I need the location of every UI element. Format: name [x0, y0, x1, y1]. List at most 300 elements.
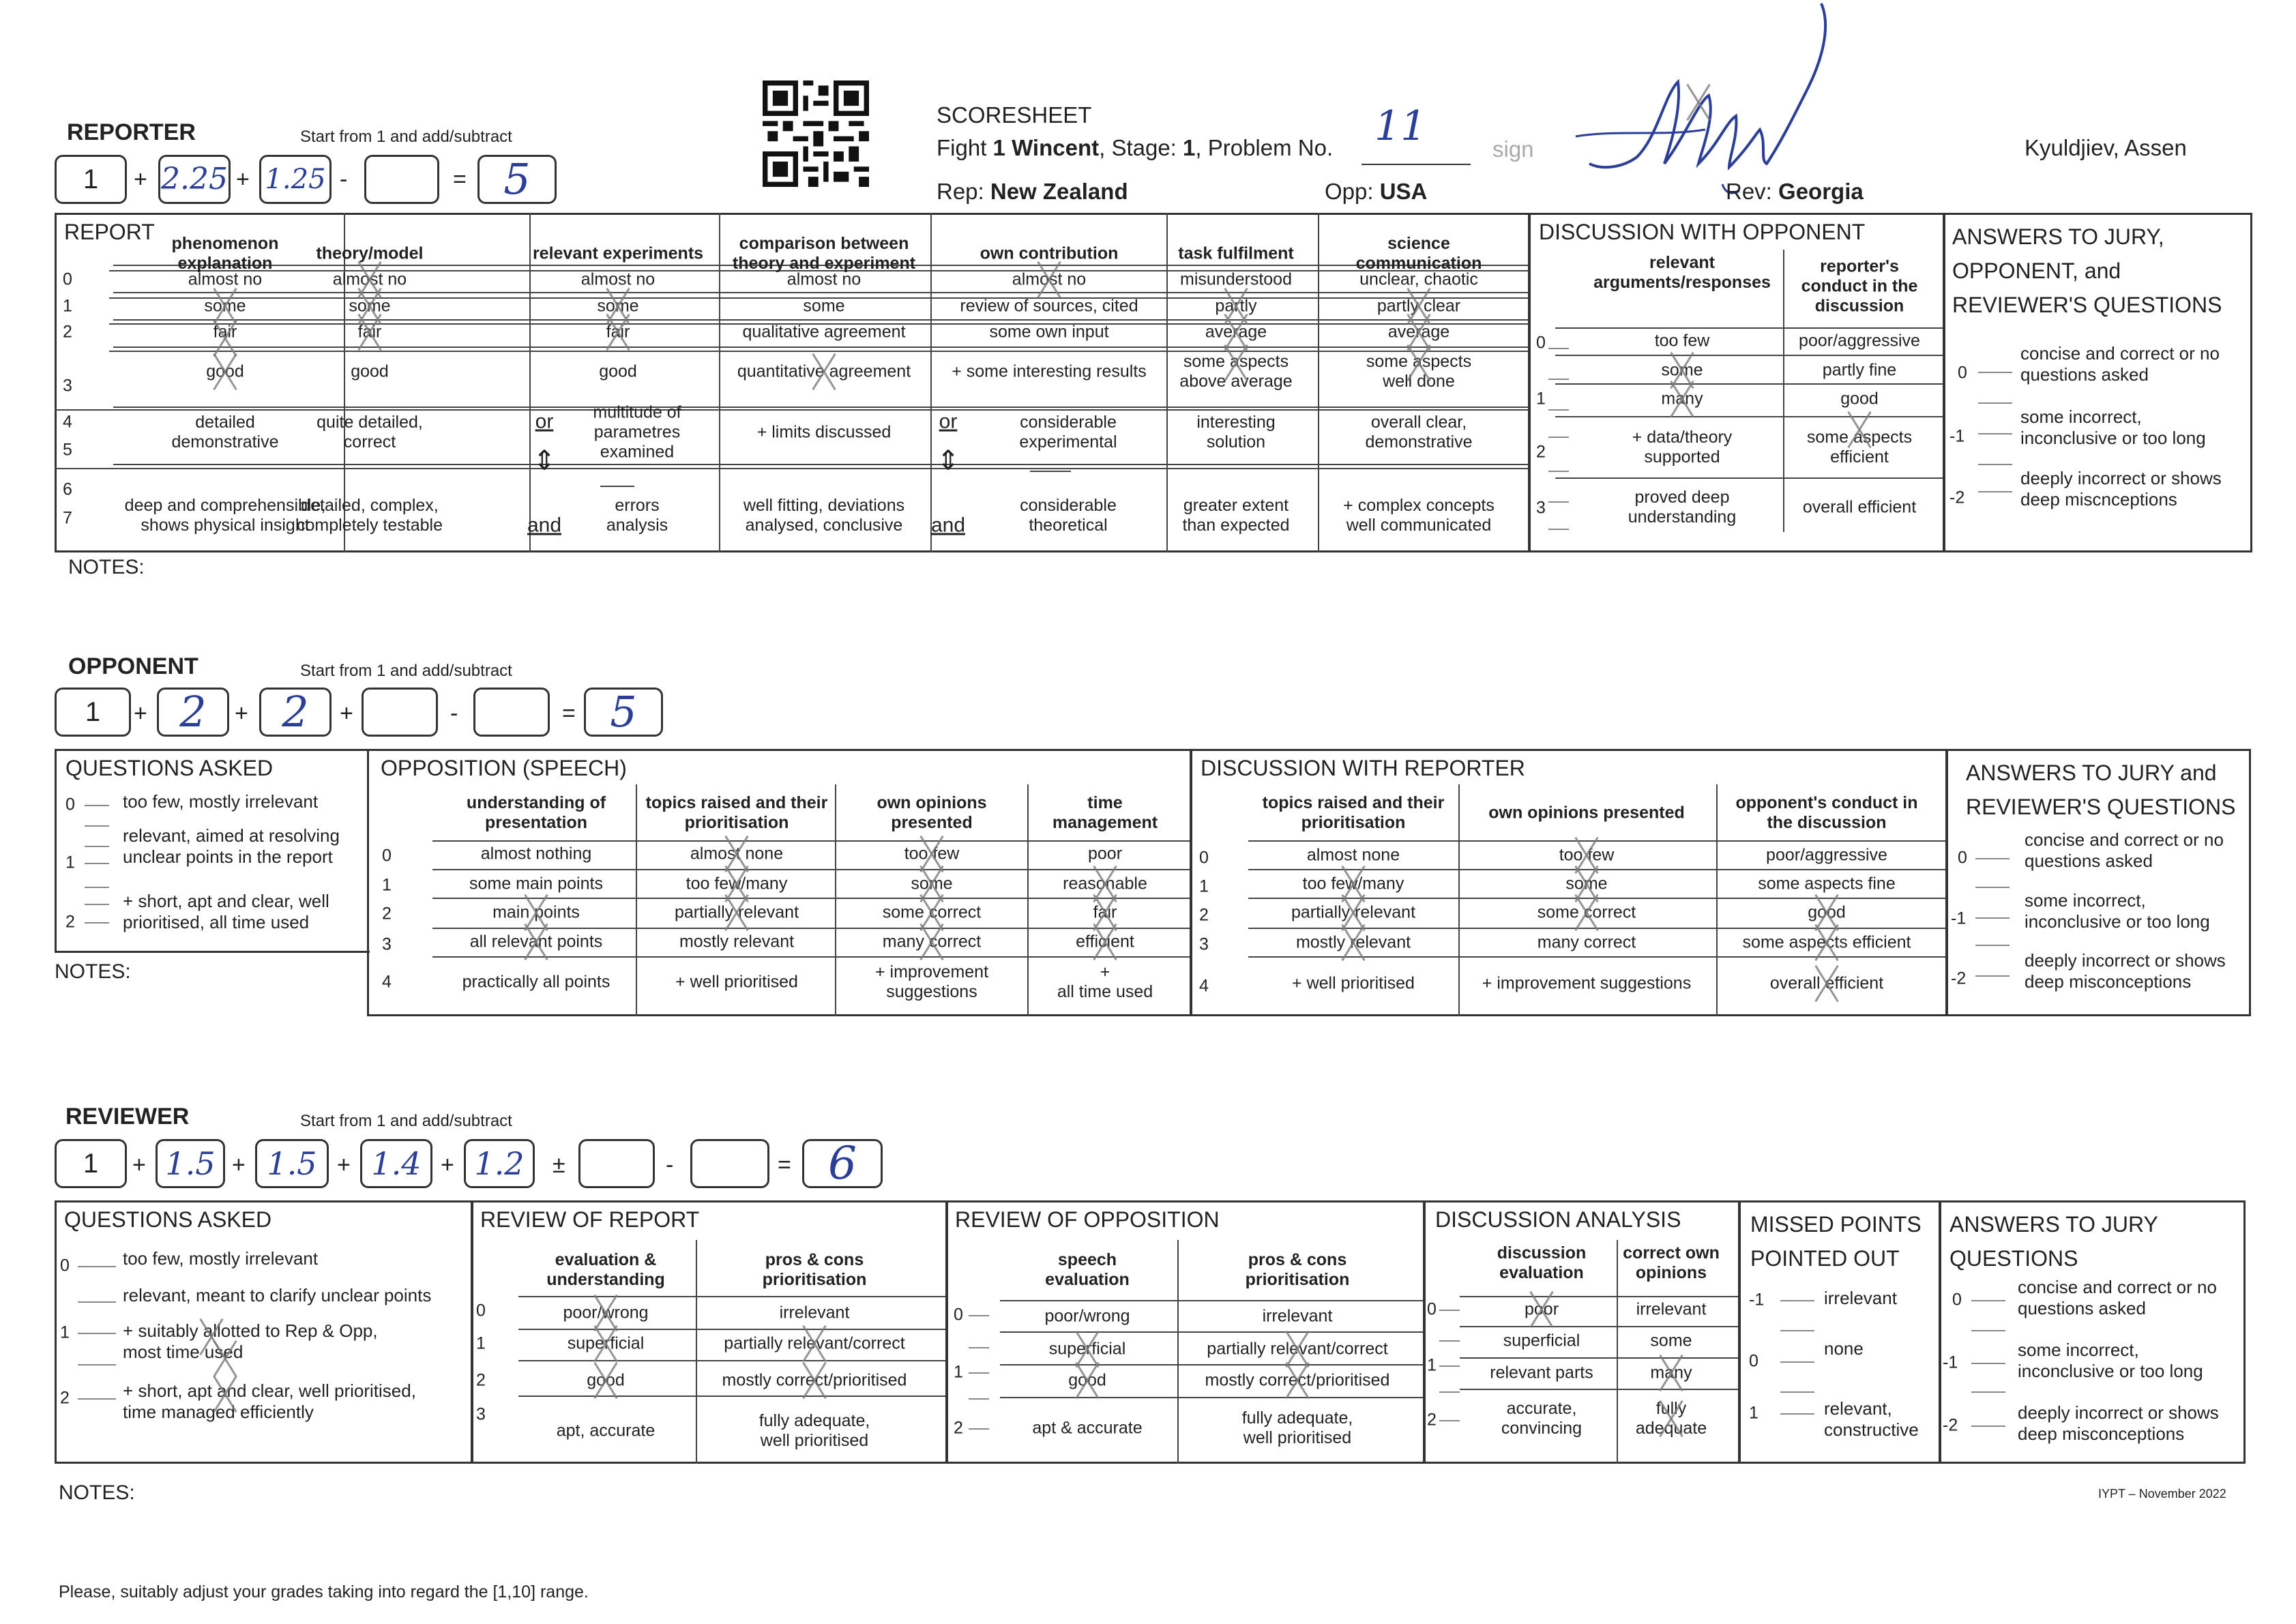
report-cell-3-5[interactable]: well fitting, deviations analysed, conclusive	[743, 496, 905, 535]
rda-cell-1-0[interactable]: irrelevant	[1636, 1299, 1707, 1319]
rda-cell-0-0[interactable]: poor	[1524, 1299, 1559, 1319]
reporter-op-4: =	[453, 166, 467, 192]
reporter-notes[interactable]: NOTES:	[68, 556, 145, 578]
scale-tick	[85, 825, 109, 827]
juror-name: Kyuldjiev, Assen	[2025, 135, 2187, 160]
grid-hline	[432, 928, 1190, 929]
ropp-row-0: 0	[954, 1305, 963, 1325]
rans-num-1: -1	[1949, 426, 1965, 446]
ospeech-cell-3-1[interactable]: reasonable	[1063, 874, 1147, 894]
reviewer-title: REVIEWER	[65, 1104, 190, 1130]
oq-num-2: 2	[65, 912, 75, 932]
report-cell-6-0[interactable]: unclear, chaotic	[1359, 269, 1478, 289]
rrep-cell-0-3[interactable]: apt, accurate	[556, 1421, 656, 1441]
rrep-row-3: 3	[476, 1404, 486, 1424]
ospeech-head-0: understanding of presentation	[466, 793, 606, 832]
rans-text-0[interactable]: concise and correct or no questions asked	[2020, 343, 2220, 385]
reporter-grade-1[interactable]	[158, 155, 231, 204]
scale-tick	[969, 1372, 989, 1374]
oans-text-1[interactable]: some incorrect, inconclusive or too long	[2025, 890, 2210, 932]
reporter-grade-2[interactable]	[259, 155, 332, 204]
scale-tick	[1971, 1330, 2005, 1331]
reviewer-grade-3-value: 1.4	[371, 1145, 422, 1182]
scale-tick	[1971, 1426, 2005, 1427]
opp-value: USA	[1379, 179, 1428, 204]
report-cell-0-3[interactable]: good	[206, 361, 244, 381]
ropp-cell-0-1[interactable]: superficial	[1048, 1339, 1126, 1359]
rrep-cell-1-2[interactable]: mostly correct/prioritised	[722, 1370, 907, 1390]
report-cell-4-2[interactable]: some own input	[989, 322, 1109, 342]
reviewer-grade-1[interactable]	[156, 1139, 225, 1188]
report-row-2: 2	[63, 322, 72, 342]
reviewer-grade-2[interactable]	[255, 1139, 329, 1188]
report-cell-6-1[interactable]: partly clear	[1377, 296, 1461, 316]
report-cell-2-0[interactable]: almost no	[580, 269, 656, 289]
scale-tick	[85, 904, 109, 905]
rev-value: Georgia	[1778, 179, 1864, 204]
report-cell-1-5[interactable]: detailed, complex, completely testable	[296, 496, 443, 535]
grid-vline	[696, 1240, 697, 1464]
reporter-grade-3[interactable]	[364, 155, 439, 204]
ropp-cell-0-2[interactable]: good	[1068, 1370, 1106, 1390]
report-cell-0-0[interactable]: almost no	[188, 269, 263, 289]
reviewer-grade-3[interactable]	[360, 1139, 432, 1188]
oq-text-2[interactable]: + short, apt and clear, well prioritised, all time used	[123, 891, 329, 932]
report-col-head-1: theory/model	[316, 243, 424, 263]
scale-tick	[78, 1266, 116, 1267]
grid-vline	[1617, 1240, 1618, 1464]
reviewer-notes[interactable]: NOTES:	[59, 1481, 135, 1504]
report-cell-2-3[interactable]: good	[599, 361, 637, 381]
report-cell-5-3[interactable]: some aspects above average	[1179, 352, 1293, 391]
ospeech-cell-0-2[interactable]: main points	[492, 902, 580, 922]
grid-hline	[113, 346, 1528, 348]
ospeech-cell-3-4[interactable]: + all time used	[1057, 962, 1153, 1001]
rdisc-conduct-0[interactable]: poor/aggressive	[1799, 331, 1920, 351]
scale-tick	[1780, 1361, 1814, 1363]
report-cell-1-4[interactable]: quite detailed, correct	[317, 413, 423, 452]
rda-row-2: 2	[1427, 1410, 1437, 1430]
reviewer-grade-5[interactable]	[578, 1139, 655, 1188]
reporter-op-3: -	[340, 166, 348, 192]
rdisc-arg-2[interactable]: many	[1661, 389, 1703, 409]
report-cell-5-5[interactable]: greater extent than expected	[1182, 496, 1290, 535]
ropp-cell-1-0[interactable]: irrelevant	[1262, 1306, 1333, 1326]
opponent-grade-3[interactable]	[362, 688, 438, 737]
rrep-head-1: pros & cons prioritisation	[762, 1250, 867, 1289]
rmiss-text-2[interactable]: relevant, constructive	[1824, 1398, 1919, 1440]
ropp-row-2: 2	[954, 1418, 963, 1438]
rdisc-arg-1[interactable]: some	[1661, 360, 1703, 380]
scale-tick	[85, 887, 109, 888]
rda-cell-1-2[interactable]: many	[1650, 1363, 1692, 1383]
oans-num-0: 0	[1958, 848, 1967, 868]
scale-tick	[85, 863, 109, 864]
rrep-cell-0-1[interactable]: superficial	[567, 1333, 645, 1353]
report-col-head-3: comparison between theory and experiment	[732, 234, 916, 273]
rmiss-text-1[interactable]: none	[1824, 1338, 1864, 1359]
ospeech-row-3: 3	[382, 934, 392, 954]
report-row-5: 5	[63, 440, 72, 460]
grid-hline	[55, 468, 1528, 469]
grid-hline	[1248, 928, 1945, 929]
ospeech-cell-0-1[interactable]: some main points	[469, 874, 603, 894]
oans-text-0[interactable]: concise and correct or no questions asked	[2025, 829, 2224, 871]
ospeech-cell-3-3[interactable]: efficient	[1076, 932, 1134, 951]
odisc-cell-0-0[interactable]: almost none	[1306, 845, 1400, 865]
ospeech-cell-1-0[interactable]: almost none	[690, 844, 784, 863]
report-panel-title: REPORT	[64, 220, 155, 244]
rdisc-row-3: 3	[1536, 498, 1546, 518]
ospeech-cell-3-2[interactable]: fair	[1093, 902, 1117, 922]
rdisc-row-0: 0	[1536, 333, 1546, 353]
rda-cell-1-1[interactable]: some	[1650, 1331, 1692, 1350]
rrans-text-1[interactable]: some incorrect, inconclusive or too long	[2018, 1340, 2203, 1381]
report-cell-2-1[interactable]: some	[597, 296, 639, 316]
ospeech-head-3: time management	[1052, 793, 1158, 832]
ropp-row-1: 1	[954, 1362, 963, 1382]
rdisc-conduct-4[interactable]: overall efficient	[1802, 497, 1917, 517]
reporter-grade-1-value: 2.25	[161, 162, 228, 196]
rmiss-num-1: 0	[1749, 1351, 1758, 1371]
rda-row-0: 0	[1427, 1299, 1437, 1319]
report-cell-3-3[interactable]: quantitative agreement	[737, 361, 911, 381]
or-label: or	[939, 410, 958, 433]
grid-vline	[1177, 1240, 1179, 1464]
reviewer-grade-6[interactable]	[690, 1139, 769, 1188]
reviewer-answers-title: ANSWERS TO JURY QUESTIONS	[1949, 1212, 2158, 1271]
reviewer-grade-1-value: 1.5	[165, 1145, 216, 1182]
rdisc-conduct-2[interactable]: good	[1840, 389, 1879, 409]
report-cell-6-5[interactable]: + complex concepts well communicated	[1343, 496, 1495, 535]
ospeech-row-2: 2	[382, 904, 392, 924]
grid-hline	[1248, 840, 1945, 842]
ospeech-cell-2-2[interactable]: some correct	[882, 902, 982, 922]
opponent-questions-title: QUESTIONS ASKED	[65, 756, 274, 780]
scale-tick	[1975, 917, 2010, 919]
opponent-total[interactable]	[584, 688, 663, 737]
rrep-cell-0-0[interactable]: poor/wrong	[563, 1303, 649, 1323]
grid-hline	[1248, 869, 1945, 870]
opponent-grade-4[interactable]	[473, 688, 550, 737]
report-col-head-2: relevant experiments	[532, 243, 704, 263]
report-cell-3-2[interactable]: qualitative agreement	[742, 322, 906, 342]
opp-label: Opp:	[1325, 179, 1380, 204]
oq-text-1[interactable]: relevant, aimed at resolving unclear points in the report	[123, 825, 340, 867]
odisc-cell-1-2[interactable]: some correct	[1537, 902, 1636, 922]
grid-vline	[1783, 250, 1784, 532]
scale-tick	[85, 922, 109, 924]
rdisc-arg-0[interactable]: too few	[1654, 331, 1710, 351]
odisc-cell-1-0[interactable]: too few	[1559, 845, 1615, 865]
odisc-head-0: topics raised and their prioritisation	[1262, 793, 1445, 832]
reporter-grade-2-value: 1.25	[265, 164, 326, 195]
odisc-cell-1-1[interactable]: some	[1565, 874, 1608, 894]
signature[interactable]	[1562, 0, 1835, 205]
report-cell-4-4[interactable]: considerable experimental	[1019, 413, 1117, 452]
ospeech-row-0: 0	[382, 846, 392, 866]
scale-tick	[1975, 945, 2010, 946]
report-cell-6-4[interactable]: overall clear, demonstrative	[1365, 413, 1473, 452]
ropp-cell-0-0[interactable]: poor/wrong	[1044, 1306, 1130, 1326]
ropp-cell-1-2[interactable]: mostly correct/prioritised	[1205, 1370, 1390, 1390]
rda-cell-0-3[interactable]: accurate, convincing	[1501, 1399, 1583, 1438]
grid-hline	[1555, 383, 1943, 385]
report-cell-6-2[interactable]: average	[1387, 322, 1450, 342]
grid-hline	[518, 1329, 945, 1330]
report-cell-6-3[interactable]: some aspects well done	[1366, 352, 1472, 391]
report-cell-5-4[interactable]: interesting solution	[1196, 413, 1276, 452]
fight-value: 1 Wincent	[992, 135, 1100, 160]
ospeech-cell-2-4[interactable]: + improvement suggestions	[874, 962, 989, 1001]
odisc-cell-0-1[interactable]: too few/many	[1302, 874, 1404, 894]
rrep-row-1: 1	[476, 1333, 486, 1353]
ospeech-cell-2-3[interactable]: many correct	[882, 932, 982, 951]
grid-hline	[1000, 1300, 1423, 1301]
or-label: or	[535, 410, 554, 433]
opponent-grade-2-value: 2	[282, 687, 309, 737]
report-row-0: 0	[63, 269, 72, 289]
grid-hline	[1000, 1331, 1423, 1333]
reviewer-total[interactable]	[802, 1139, 883, 1188]
report-cell-2-4[interactable]: multitude of parametres examined	[593, 402, 681, 462]
reporter-op-1: +	[134, 166, 147, 192]
odisc-cell-1-3[interactable]: many correct	[1537, 932, 1636, 952]
report-cell-1-0[interactable]: almost no	[332, 269, 407, 289]
grid-hline	[113, 292, 1528, 293]
version-label: IYPT – November 2022	[2098, 1487, 2226, 1501]
report-cell-3-4[interactable]: + limits discussed	[756, 422, 892, 442]
grid-hline	[1555, 327, 1943, 329]
rmiss-num-0: -1	[1749, 1290, 1765, 1310]
grid-hline	[1000, 1364, 1423, 1365]
report-cell-4-5[interactable]: considerable theoretical	[1020, 496, 1117, 535]
reviewer-op-4: +	[441, 1152, 454, 1178]
oans-num-2: -2	[1951, 969, 1967, 988]
ospeech-cell-1-3[interactable]: mostly relevant	[679, 932, 795, 951]
rdisc-conduct-1[interactable]: partly fine	[1822, 360, 1897, 380]
odisc-cell-0-4[interactable]: + well prioritised	[1292, 973, 1415, 993]
report-cell-2-5[interactable]: errors analysis	[606, 496, 668, 535]
odisc-cell-0-2[interactable]: partially relevant	[1291, 902, 1416, 922]
report-row-1: 1	[63, 296, 72, 316]
discussion-opponent-title: DISCUSSION WITH OPPONENT	[1539, 220, 1866, 244]
scale-tick	[1975, 887, 2010, 888]
opponent-grade-2[interactable]	[259, 688, 332, 737]
rq-text-2[interactable]: + suitably allotted to Rep & Opp, most time used	[123, 1320, 378, 1362]
reviewer-grade-2-value: 1.5	[267, 1145, 317, 1182]
ospeech-row-1: 1	[382, 875, 392, 895]
rq-text-0[interactable]: too few, mostly irrelevant	[123, 1248, 319, 1269]
opponent-answers-title: ANSWERS TO JURY and REVIEWER'S QUESTIONS	[1966, 761, 2236, 819]
scale-tick	[78, 1398, 116, 1400]
ospeech-cell-1-4[interactable]: + well prioritised	[675, 972, 798, 992]
grid-hline	[55, 409, 1528, 411]
grid-vline	[529, 213, 531, 552]
report-cell-1-2[interactable]: fair	[357, 322, 382, 342]
report-cell-0-2[interactable]: fair	[213, 322, 237, 342]
grid-vline	[719, 213, 720, 552]
scale-tick	[1439, 1340, 1460, 1342]
ropp-cell-1-1[interactable]: partially relevant/correct	[1207, 1339, 1388, 1359]
odisc-cell-1-4[interactable]: + improvement suggestions	[1482, 973, 1692, 993]
odisc-cell-2-1[interactable]: some aspects fine	[1758, 874, 1896, 894]
opponent-start-note: Start from 1 and add/subtract	[300, 662, 512, 680]
report-cell-5-1[interactable]: partly	[1215, 296, 1257, 316]
reviewer-start-note: Start from 1 and add/subtract	[300, 1112, 512, 1130]
rrep-cell-0-2[interactable]: good	[587, 1370, 625, 1390]
rdisc-row-2: 2	[1536, 442, 1546, 462]
rans-num-2: -2	[1949, 488, 1965, 507]
ospeech-cell-1-1[interactable]: too few/many	[686, 874, 788, 894]
ropp-head-0: speech evaluation	[1045, 1250, 1130, 1289]
scale-tick	[1978, 433, 2012, 434]
ospeech-cell-2-1[interactable]: some	[911, 874, 953, 894]
scale-tick	[78, 1364, 116, 1365]
rans-text-1[interactable]: some incorrect, inconclusive or too long	[2020, 407, 2206, 448]
report-col-head-4: own contribution	[980, 243, 1119, 263]
rrep-row-2: 2	[476, 1370, 486, 1390]
scale-tick	[1975, 858, 2010, 859]
odisc-row-2: 2	[1199, 905, 1209, 925]
report-row-4: 4	[63, 412, 72, 432]
rrep-cell-1-3[interactable]: fully adequate, well prioritised	[759, 1411, 870, 1450]
opponent-notes[interactable]: NOTES:	[55, 960, 131, 983]
report-cell-4-1[interactable]: review of sources, cited	[960, 296, 1138, 316]
report-row-7: 7	[63, 508, 72, 528]
scale-tick	[1548, 501, 1569, 503]
rda-cell-1-3[interactable]: fully adequate	[1635, 1399, 1707, 1438]
reporter-op-2: +	[236, 166, 250, 192]
rda-cell-0-2[interactable]: relevant parts	[1490, 1363, 1593, 1383]
rq-num-3: 2	[60, 1388, 70, 1408]
ospeech-cell-0-4[interactable]: practically all points	[462, 972, 610, 992]
grid-hline	[113, 319, 1528, 321]
scale-tick	[969, 1398, 989, 1400]
rrans-text-0[interactable]: concise and correct or no questions asked	[2018, 1277, 2217, 1318]
rrep-cell-1-0[interactable]: irrelevant	[779, 1303, 850, 1323]
rmiss-text-0[interactable]: irrelevant	[1824, 1288, 1897, 1308]
reviewer-grade-4[interactable]	[464, 1139, 535, 1188]
ospeech-head-1: topics raised and their prioritisation	[645, 793, 828, 832]
odisc-cell-2-0[interactable]: poor/aggressive	[1766, 845, 1887, 865]
report-col-head-6: science communication	[1355, 234, 1482, 273]
scale-tick	[1978, 372, 2012, 373]
odisc-cell-0-3[interactable]: mostly relevant	[1295, 932, 1411, 952]
rq-text-1[interactable]: relevant, meant to clarify unclear points	[123, 1285, 432, 1305]
scale-tick	[1548, 409, 1569, 411]
rdisc-arg-3[interactable]: + data/theory supported	[1632, 428, 1733, 467]
opponent-op-3: +	[340, 700, 353, 726]
rda-cell-0-1[interactable]: superficial	[1503, 1331, 1580, 1350]
grid-vline	[835, 784, 836, 1016]
scale-tick	[1971, 1300, 2005, 1301]
grid-hline	[432, 956, 1190, 958]
reporter-total[interactable]	[477, 155, 557, 204]
scale-tick	[1780, 1413, 1814, 1415]
reporter-total-value: 5	[503, 154, 531, 204]
grid-vline	[1166, 213, 1168, 552]
ospeech-cell-0-3[interactable]: all relevant points	[469, 932, 603, 951]
report-cell-4-0[interactable]: almost no	[1012, 269, 1087, 289]
grid-hline	[1460, 1357, 1738, 1359]
grid-hline	[432, 898, 1190, 899]
opponent-grade-1[interactable]	[157, 688, 229, 737]
report-cell-0-4[interactable]: detailed demonstrative	[171, 413, 279, 452]
grid-hline	[1555, 477, 1943, 479]
ospeech-cell-0-0[interactable]: almost nothing	[480, 844, 592, 863]
ropp-cell-0-3[interactable]: apt & accurate	[1032, 1418, 1143, 1438]
rep-line	[937, 179, 1128, 205]
rrans-text-2[interactable]: deeply incorrect or shows deep misconceptions	[2018, 1402, 2219, 1444]
adjust-note: Please, suitably adjust your grades taking into regard the [1,10] range.	[59, 1582, 589, 1601]
scale-tick	[1548, 529, 1569, 530]
scale-tick	[78, 1333, 116, 1334]
odisc-row-3: 3	[1199, 934, 1209, 954]
grid-hline	[1460, 1296, 1738, 1297]
odisc-cell-2-2[interactable]: good	[1808, 902, 1846, 922]
scale-tick	[1978, 402, 2012, 404]
reviewer-op-6: -	[666, 1152, 674, 1178]
rrep-cell-1-1[interactable]: partially relevant/correct	[724, 1333, 905, 1353]
oans-text-2[interactable]: deeply incorrect or shows deep misconceptions	[2025, 950, 2226, 992]
opponent-op-1: +	[134, 700, 147, 726]
report-cell-3-0[interactable]: almost no	[786, 269, 862, 289]
ospeech-cell-3-0[interactable]: poor	[1087, 844, 1123, 863]
scale-tick	[1439, 1391, 1460, 1393]
report-cell-2-2[interactable]: fair	[606, 322, 630, 342]
opponent-grade-1-value: 2	[179, 687, 207, 737]
opposition-speech-title: OPPOSITION (SPEECH)	[381, 756, 627, 780]
rdisc-conduct-3[interactable]: some aspects efficient	[1806, 428, 1913, 467]
grid-vline	[636, 784, 637, 1016]
odisc-cell-2-4[interactable]: overall efficient	[1769, 973, 1884, 993]
odisc-cell-2-3[interactable]: some aspects efficient	[1742, 932, 1911, 952]
opponent-op-5: =	[562, 700, 576, 726]
rep-value: New Zealand	[990, 179, 1128, 204]
report-cell-0-5[interactable]: deep and comprehensible, shows physical insight	[124, 496, 326, 535]
report-cell-3-1[interactable]: some	[803, 296, 845, 316]
ospeech-cell-1-2[interactable]: partially relevant	[674, 902, 799, 922]
reviewer-op-2: +	[232, 1152, 246, 1178]
opp-line	[1325, 179, 1427, 205]
reviewer-op-1: +	[132, 1152, 146, 1178]
oq-text-0[interactable]: too few, mostly irrelevant	[123, 791, 319, 812]
report-cell-4-3[interactable]: + some interesting results	[952, 361, 1147, 381]
report-cell-5-0[interactable]: misunderstood	[1180, 269, 1292, 289]
review-report-title: REVIEW OF REPORT	[480, 1207, 700, 1232]
ospeech-cell-2-0[interactable]: too few	[904, 844, 960, 863]
rq-text-3[interactable]: + short, apt and clear, well prioritised, time managed efficiently	[123, 1381, 416, 1422]
oq-num-1: 1	[65, 853, 75, 872]
report-cell-1-1[interactable]: some	[349, 296, 391, 316]
scale-tick	[1439, 1310, 1460, 1311]
report-col-head-0: phenomenon explanation	[171, 234, 279, 273]
report-cell-5-2[interactable]: average	[1205, 322, 1267, 342]
scale-tick	[1971, 1391, 2005, 1393]
ropp-cell-1-3[interactable]: fully adequate, well prioritised	[1241, 1408, 1353, 1447]
qr-code	[763, 80, 869, 187]
fight-line	[937, 135, 1333, 161]
opponent-op-2: +	[235, 700, 248, 726]
report-cell-1-3[interactable]: good	[351, 361, 389, 381]
rdisc-col2-head: reporter's conduct in the discussion	[1801, 256, 1918, 316]
report-cell-0-1[interactable]: some	[204, 296, 246, 316]
rans-text-2[interactable]: deeply incorrect or shows deep miscnceptions	[2020, 468, 2222, 510]
rdisc-arg-4[interactable]: proved deep understanding	[1628, 488, 1737, 527]
rda-head-0: discussion evaluation	[1497, 1243, 1587, 1282]
problem-number[interactable]: 11	[1374, 102, 1427, 150]
